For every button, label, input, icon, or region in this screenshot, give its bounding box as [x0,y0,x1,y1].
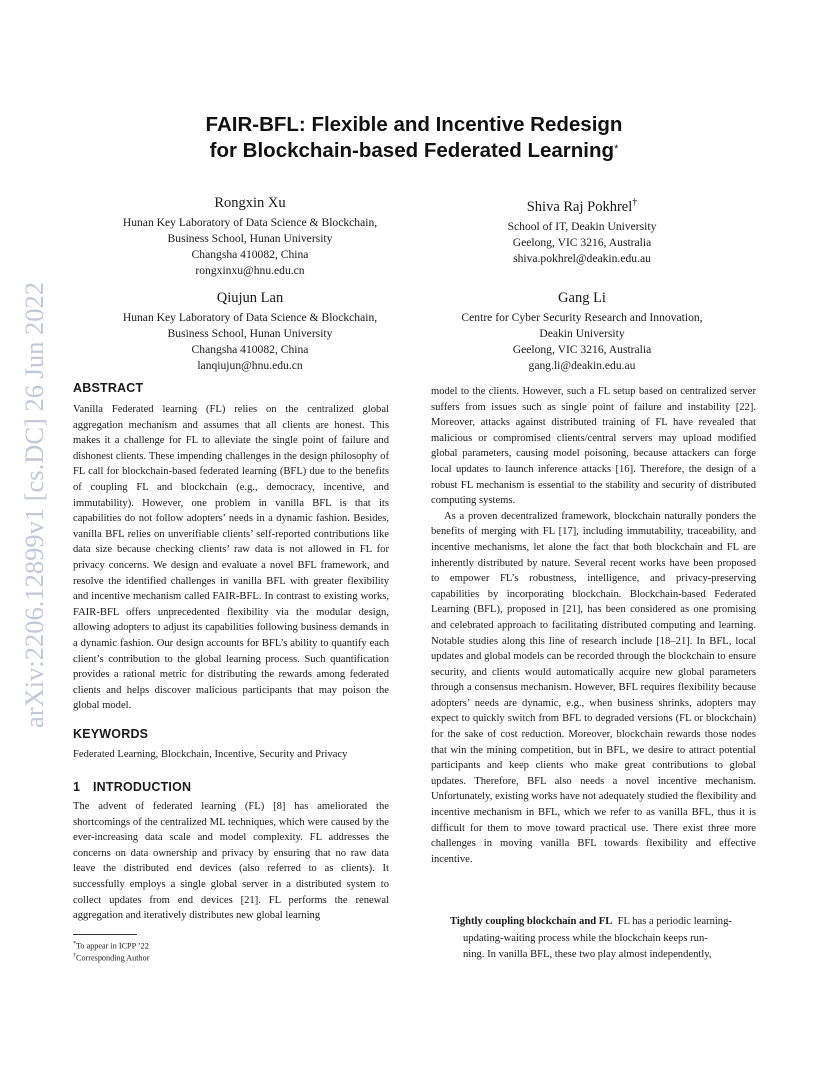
author-block-3 [92,288,408,374]
author-affiliation: Geelong, VIC 3216, Australia [512,235,652,249]
footnote-text: To appear in ICPP ’22 [76,941,149,951]
challenge-lead: Tightly coupling blockchain and FL [450,916,613,927]
challenge-line: updating-waiting process while the blockchain keeps run- [463,932,708,944]
author-affiliation: Changsha 410082, China [191,343,309,356]
intro-column-right [431,384,756,867]
author-affiliation: Deakin University [539,327,625,340]
intro-column-left [73,799,389,924]
challenge-line: ning. In vanilla BFL, these two play almost independently, [463,949,712,960]
section-number: 1 [73,780,81,794]
challenge-line: FL has a periodic learning- [617,916,732,927]
title-line-2: for Blockchain-based Federated Learning [209,139,615,162]
author-block-4 [424,288,740,374]
author-affiliation: Geelong, VIC 3216, Australia [512,343,652,356]
abstract-heading: ABSTRACT [73,381,144,395]
intro-paragraph-1-continued: model to the clients. However, such a FL setup based on centralized server suffers from issues such as single point of failure and instability [22]. Moreover, attacks against distributed training of FL have revealed that malicious or compromised clients/central servers may upload modified global parameters, causing model poisoning, because attackers can forge local updates to launch inference attacks [16]. Therefore, the design of a robust FL mechanism is essential to the stability and security of distributed computing systems. [431,386,756,507]
author-affiliation: Hunan Key Laboratory of Data Science & Blockchain, [122,216,378,229]
author-block-1 [92,193,408,279]
footnote-mark: * [73,941,76,947]
challenge-item-1 [450,914,756,964]
footnote-mark: † [73,953,76,959]
author-block-2 [424,193,740,267]
author-name: Qiujun Lan [216,290,284,306]
keywords-text: Federated Learning, Blockchain, Incentive, Security and Privacy [73,749,348,760]
title-footnote-mark: * [614,143,619,155]
author-name: Shiva Raj Pokhrel [526,198,633,215]
paper-title [100,112,728,164]
intro-paragraph-1: The advent of federated learning (FL) [8] has ameliorated the shortcomings of the centralized ML techniques, which were caused by the ever-increasing data scale and model complexity. FL addresses the concerns on data ownership and privacy by ensuring that no raw data leave the distributed end devices (also referred to as clients). It successfully employs a single global server in a distributed system to collect updates from end devices [21]. FL performs the renewal aggregation and iteratively distributes new global learning [73,801,389,922]
author-email: shiva.pokhrel@deakin.edu.au [513,251,651,265]
author-name: Gang Li [558,290,606,306]
footnote-text: Corresponding Author [76,953,150,963]
author-email: lanqiujun@hnu.edu.cn [197,359,303,372]
author-affiliation: Centre for Cyber Security Research and Innovation, [461,311,703,324]
footnote-2 [73,950,149,965]
arxiv-watermark-graphic [18,258,54,738]
abstract-text: Vanilla Federated learning (FL) relies on the centralized global aggregation mechanism and assumes that all clients are honest. This makes it a challenge for FL to alleviate the single point of failure and dishonest clients. These impending challenges in the design philosophy of FL call for blockchain-based federated learning (BFL) due to the benefits of coupling FL and blockchain (e.g., democracy, incentive, and immutability). However, one problem in vanilla BFL is that its capabilities do not follow adopters’ needs in a dynamic fashion. Besides, vanilla BFL relies on unverifiable clients’ self-reported contributions like data size because checking clients’ raw data is not allowed in FL for privacy concerns. We design and evaluate a novel BFL framework, and resolve the identified challenges in vanilla BFL with greater flexibility and incentive mechanism called FAIR-BFL. In contrast to existing works, FAIR-BFL offers unprecedented flexibility via the modular design, allowing adopters to adjust its capabilities following business demands in a dynamic fashion. Our design accounts for BFL’s ability to quantify each client’s contribution to the global learning process. Such quantification provides a rational metric for distributing the rewards among federated clients and helps discover malicious participants that may poison the global model. [73,404,389,712]
author-email: gang.li@deakin.edu.au [528,359,636,372]
author-email: rongxinxu@hnu.edu.cn [195,264,305,277]
keywords-heading: KEYWORDS [73,727,149,741]
arxiv-id: arXiv:2206.12899v1 [cs.DC] 26 Jun 2022 [19,281,49,728]
abstract-body [73,402,389,714]
author-name: Rongxin Xu [214,195,286,211]
arxiv-watermark [18,258,54,738]
author-affiliation: Business School, Hunan University [167,327,333,340]
footnote-rule [73,934,137,935]
section-title: INTRODUCTION [93,780,192,794]
author-affiliation: School of IT, Deakin University [507,219,657,233]
author-affiliation: Business School, Hunan University [167,232,333,245]
author-mark: † [632,197,638,208]
author-affiliation: Hunan Key Laboratory of Data Science & Blockchain, [122,311,378,324]
intro-paragraph-2: As a proven decentralized framework, blockchain naturally ponders the benefits of merging with FL [17], including immutability, traceability, and incentive mechanisms, let alone the fact that both blockchain and FL are inherently distributed by nature. Several recent works have been proposed to empower FL’s robustness, intelligence, and privacy-preserving capabilities by incorporating blockchain. Blockchain-based Federated Learning (BFL), proposed in [21], has been considered as one promising and celebrated approach to facilitating distributed computing and learning. Notable studies along this line of research include [18–21]. In BFL, local updates and global models can be recorded through the blockchain to ensure security, and clients would automatically acquire new global parameters through a consensus mechanism. However, BFL requires flexibility because adopters’ needs are dynamic, e.g., when business shrinks, adopters may expect to quickly switch from BFL to degraded versions (FL or blockchain) for the sake of cost reduction. Moreover, blockchain rewards those nodes that win the mining competition, but in BFL, we desire to attract potential participants and keep clients who make great contributions to global updates. Therefore, BFL also needs a novel incentive mechanism. Unfortunately, existing works have not adequately studied the flexibility and incentive mechanism in BFL, which we refer to as vanilla BFL, thus it is difficult for them to move toward practical use. There exist three more challenges in moving vanilla BFL towards flexibility and effective incentive. [431,510,756,865]
author-affiliation: Changsha 410082, China [191,248,309,261]
title-line-1: FAIR-BFL: Flexible and Incentive Redesign [205,113,623,136]
section-heading-introduction [73,780,191,794]
